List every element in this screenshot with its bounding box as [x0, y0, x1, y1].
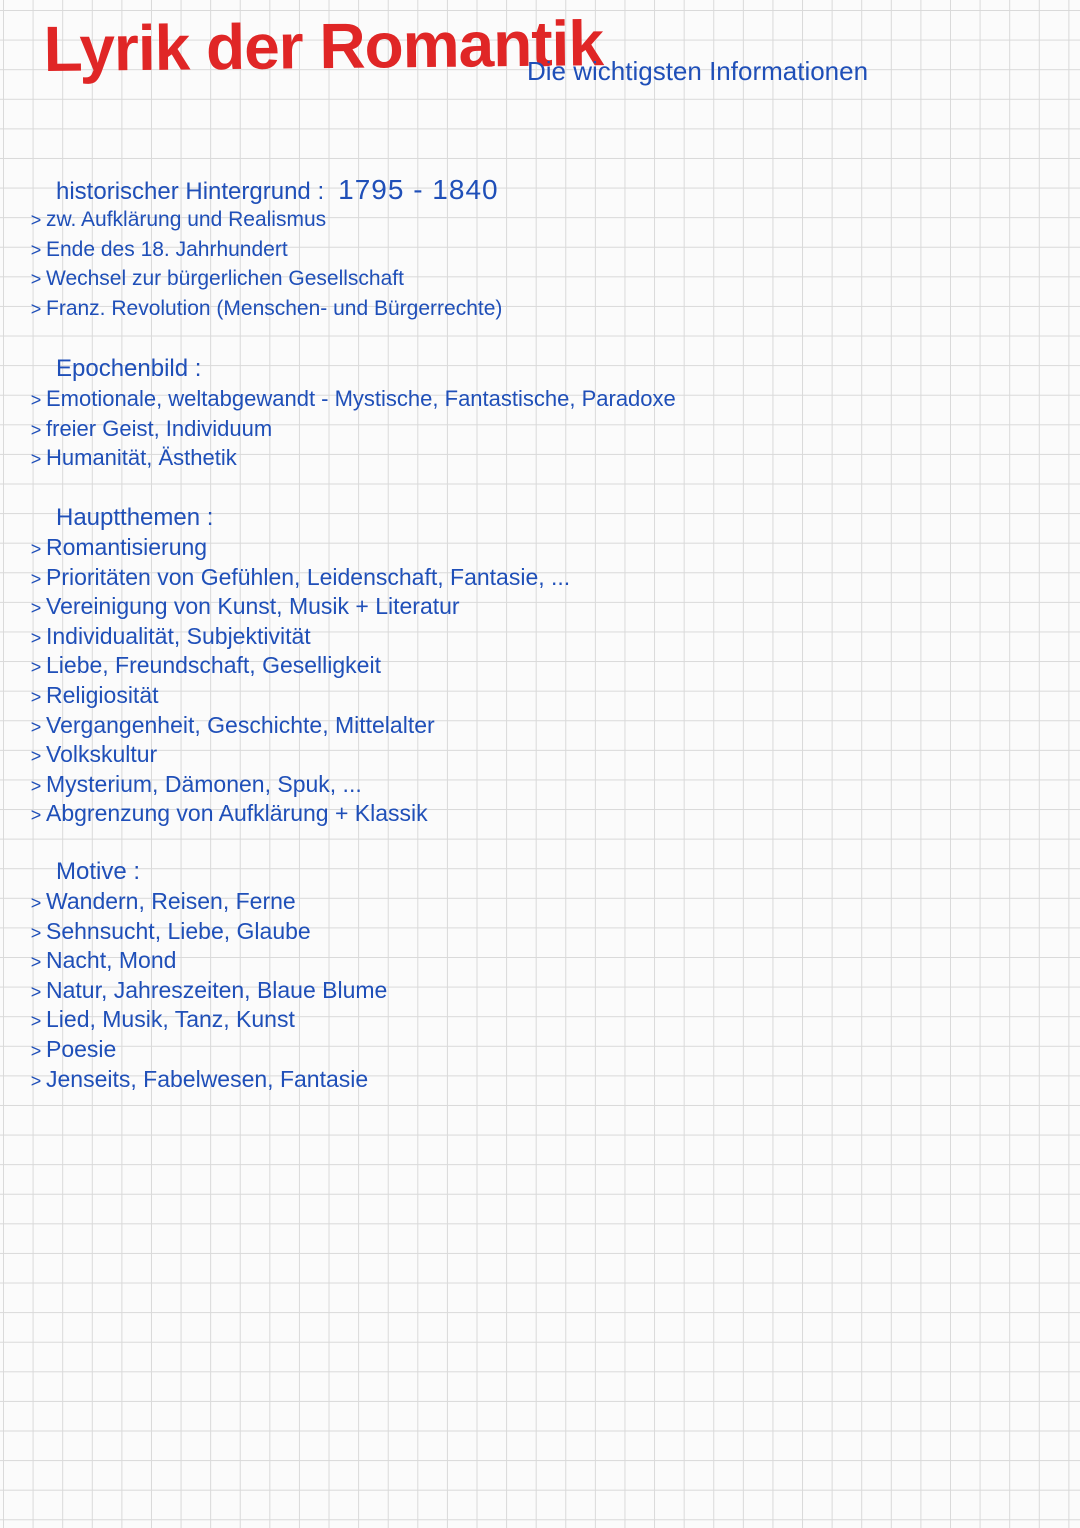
list-item	[28, 681, 570, 711]
list-item	[28, 235, 502, 265]
bullet-arrow-icon: >	[30, 1040, 42, 1061]
bullet-arrow-icon: >	[30, 922, 42, 943]
list-item	[28, 711, 570, 741]
list-item	[28, 592, 570, 622]
bullet-arrow-icon: >	[30, 805, 42, 826]
list-item-text: Mysterium, Dämonen, Spuk, ...	[46, 770, 362, 797]
list-item	[28, 651, 570, 681]
bullet-arrow-icon: >	[30, 893, 42, 913]
list-item-text: freier Geist, Individuum	[46, 415, 273, 441]
bullet-arrow-icon: >	[30, 210, 42, 230]
list-item	[28, 887, 387, 917]
bullet-arrow-icon: >	[30, 981, 42, 1002]
list-item	[28, 294, 502, 324]
list-item-text: Abgrenzung von Aufklärung + Klassik	[46, 800, 428, 827]
list-item-text: Franz. Revolution (Menschen- und Bürgerrechte)	[46, 296, 503, 320]
bullet-arrow-icon: >	[30, 627, 42, 648]
list-item-text: Vergangenheit, Geschichte, Mittelalter	[46, 711, 435, 738]
bullet-arrow-icon: >	[30, 239, 42, 260]
bullet-arrow-icon: >	[30, 657, 42, 678]
list-item-text: Lied, Musik, Tanz, Kunst	[46, 1006, 295, 1033]
list-item-text: Volkskultur	[46, 741, 158, 768]
page-title: Lyrik der Romantik	[43, 7, 604, 85]
list-item	[28, 443, 676, 473]
list-item-text: Ende des 18. Jahrhundert	[46, 237, 288, 261]
list-item-text: Prioritäten von Gefühlen, Leidenschaft, Fantasie, ...	[46, 563, 571, 590]
list-item-text: Wechsel zur bürgerlichen Gesellschaft	[46, 267, 404, 291]
section-motive	[28, 857, 387, 1094]
list-item-text: zw. Aufklärung und Realismus	[46, 208, 327, 231]
list-item	[28, 740, 570, 770]
list-item	[28, 917, 387, 947]
list-item	[28, 264, 502, 294]
bullet-arrow-icon: >	[30, 1070, 42, 1091]
list-item-text: Jenseits, Fabelwesen, Fantasie	[46, 1065, 369, 1092]
date-range: 1795 - 1840	[338, 174, 499, 205]
list-item	[28, 414, 676, 444]
bullet-arrow-icon: >	[30, 449, 42, 470]
section-heading: Epochenbild :	[56, 355, 202, 382]
bullet-arrow-icon: >	[30, 775, 42, 796]
bullet-arrow-icon: >	[30, 419, 42, 440]
list-item-text: Sehnsucht, Liebe, Glaube	[46, 917, 311, 944]
bullet-arrow-icon: >	[30, 746, 42, 767]
list-item	[28, 1035, 387, 1065]
list-item-text: Liebe, Freundschaft, Geselligkeit	[46, 652, 381, 679]
list-item	[28, 976, 387, 1006]
list-item	[28, 533, 570, 563]
list-item-text: Religiosität	[46, 681, 159, 708]
list-item-text: Humanität, Ästhetik	[46, 445, 237, 471]
list-item-text: Emotionale, weltabgewandt - Mystische, Fantastische, Paradoxe	[46, 386, 676, 411]
bullet-arrow-icon: >	[30, 1011, 42, 1032]
list-item	[28, 622, 570, 652]
list-item	[28, 799, 570, 829]
section-hauptthemen	[28, 503, 570, 829]
page-subtitle: Die wichtigsten Informationen	[527, 56, 869, 86]
bullet-arrow-icon: >	[30, 568, 42, 589]
list-item	[28, 384, 676, 414]
section-heading: Hauptthemen :	[56, 504, 214, 531]
list-item-text: Wandern, Reisen, Ferne	[46, 888, 296, 914]
list-item	[28, 770, 570, 800]
list-item-text: Romantisierung	[46, 534, 208, 560]
list-item-text: Individualität, Subjektivität	[46, 622, 311, 649]
list-item-text: Natur, Jahreszeiten, Blaue Blume	[46, 976, 388, 1003]
list-item-text: Vereinigung von Kunst, Musik + Literatur	[46, 593, 460, 620]
list-item	[28, 205, 502, 235]
heading-label: historischer Hintergrund :	[56, 178, 325, 205]
section-epochenbild	[28, 354, 676, 473]
bullet-arrow-icon: >	[30, 686, 42, 707]
bullet-arrow-icon: >	[30, 390, 42, 410]
bullet-arrow-icon: >	[30, 716, 42, 737]
list-item-text: Poesie	[46, 1035, 117, 1062]
bullet-arrow-icon: >	[30, 539, 42, 559]
list-item-text: Nacht, Mond	[46, 947, 177, 974]
list-item	[28, 946, 387, 976]
section-historical-background	[28, 175, 502, 323]
section-heading	[56, 175, 502, 205]
section-heading: Motive :	[56, 858, 141, 885]
bullet-arrow-icon: >	[30, 298, 42, 319]
bullet-arrow-icon: >	[30, 269, 42, 290]
list-item	[28, 563, 570, 593]
bullet-arrow-icon: >	[30, 952, 42, 973]
list-item	[28, 1065, 387, 1095]
bullet-arrow-icon: >	[30, 598, 42, 619]
list-item	[28, 1005, 387, 1035]
